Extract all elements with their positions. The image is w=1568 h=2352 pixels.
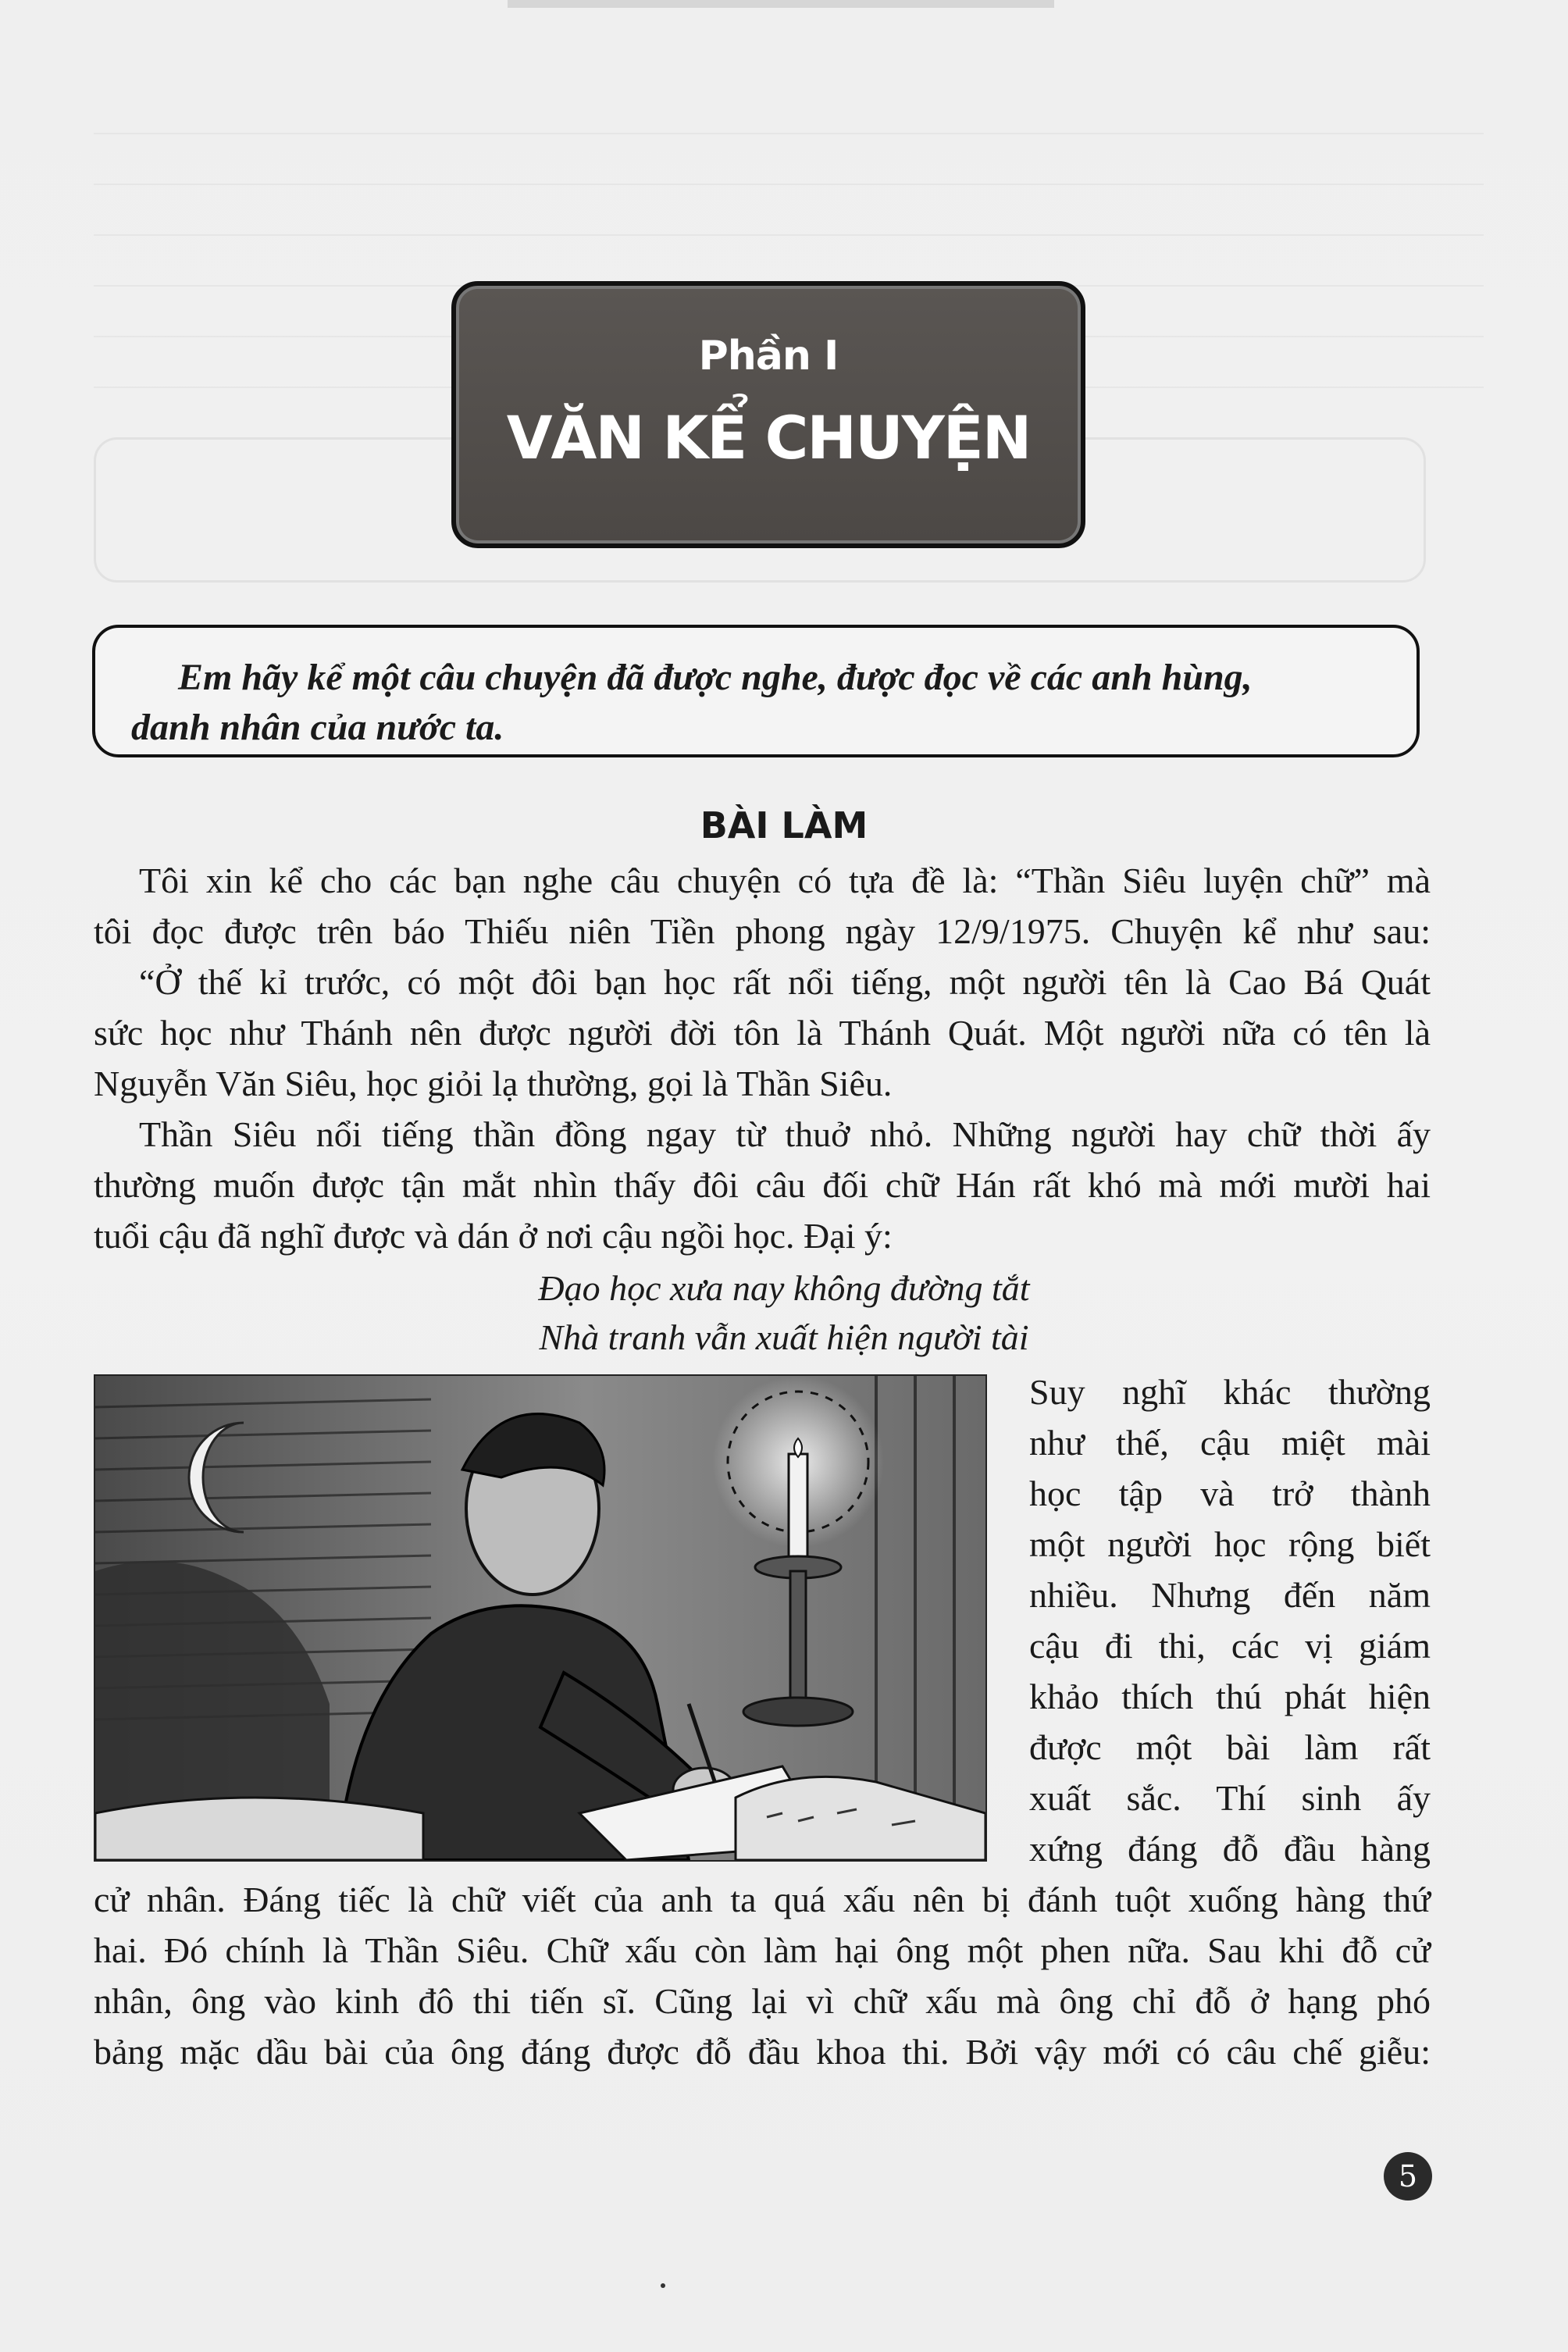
part-label: Phần I	[698, 333, 839, 380]
bleed-through-line	[94, 133, 1484, 166]
side-line: khảo thích thú phát hiện	[1029, 1677, 1431, 1716]
essay-line: “Ở thế kỉ trước, có một đôi bạn học rất nổi tiếng, một người tên là Cao Bá Quát	[139, 962, 1431, 1002]
essay-line: sức học như Thánh nên được người đời tôn là Thánh Quát. Một người nữa có tên là	[94, 1013, 1431, 1053]
scholar-writing-image	[95, 1376, 985, 1860]
poem-line: Nhà tranh vẫn xuất hiện người tài	[539, 1317, 1029, 1357]
prompt-line: danh nhân của nước ta.	[131, 707, 504, 748]
essay-line: Tôi xin kể cho các bạn nghe câu chuyện có tựa đề là: “Thần Siêu luyện chữ” mà	[139, 861, 1431, 900]
poem-line: Đạo học xưa nay không đường tắt	[538, 1268, 1030, 1308]
essay-line: tuổi cậu đã nghĩ được và dán ở nơi cậu ngồi học. Đại ý:	[94, 1216, 893, 1256]
side-line: như thế, cậu miệt mài	[1029, 1423, 1431, 1463]
page-number: 5	[1384, 2152, 1432, 2201]
part-header	[451, 281, 1085, 548]
side-line: xứng đáng đỗ đầu hàng	[1029, 1829, 1431, 1869]
part-title: VĂN KỂ CHUYỆN	[506, 403, 1031, 472]
essay-line: cử nhân. Đáng tiếc là chữ viết của anh ta quá xấu nên bị đánh tuột xuống hàng thứ	[94, 1880, 1431, 1919]
side-line: học tập và trở thành	[1029, 1474, 1431, 1513]
bleed-through-line	[94, 234, 1484, 267]
bleed-through-line	[94, 184, 1484, 216]
print-dot	[661, 2283, 665, 2288]
essay-line: thường muốn được tận mắt nhìn thấy đôi câu đối chữ Hán rất khó mà mới mười hai	[94, 1165, 1431, 1205]
page-top-edge	[508, 0, 1054, 8]
prompt-line: Em hãy kể một câu chuyện đã được nghe, được đọc về các anh hùng,	[178, 657, 1253, 698]
side-line: xuất sắc. Thí sinh ấy	[1029, 1778, 1431, 1818]
essay-line: hai. Đó chính là Thần Siêu. Chữ xấu còn làm hại ông một phen nữa. Sau khi đỗ cử	[94, 1930, 1431, 1970]
essay-line: tôi đọc được trên báo Thiếu niên Tiền phong ngày 12/9/1975. Chuyện kể như sau:	[94, 911, 1431, 951]
scholar-illustration	[94, 1374, 987, 1862]
essay-heading: BÀI LÀM	[700, 804, 868, 846]
side-line: một người học rộng biết	[1029, 1524, 1431, 1564]
essay-line: Nguyễn Văn Siêu, học giỏi lạ thường, gọi là Thần Siêu.	[94, 1064, 893, 1103]
side-line: Suy nghĩ khác thường	[1029, 1372, 1431, 1412]
side-line: cậu đi thi, các vị giám	[1029, 1626, 1431, 1666]
side-line: được một bài làm rất	[1029, 1727, 1431, 1767]
essay-line: nhân, ông vào kinh đô thi tiến sĩ. Cũng lại vì chữ xấu mà ông chỉ đỗ ở hạng phó	[94, 1981, 1431, 2021]
side-line: nhiều. Nhưng đến năm	[1029, 1575, 1431, 1615]
assignment-prompt	[92, 625, 1420, 757]
essay-line: Thần Siêu nổi tiếng thần đồng ngay từ thuở nhỏ. Những người hay chữ thời ấy	[139, 1114, 1431, 1154]
essay-line: bảng mặc dầu bài của ông đáng được đỗ đầu khoa thi. Bởi vậy mới có câu chế giễu:	[94, 2032, 1431, 2072]
